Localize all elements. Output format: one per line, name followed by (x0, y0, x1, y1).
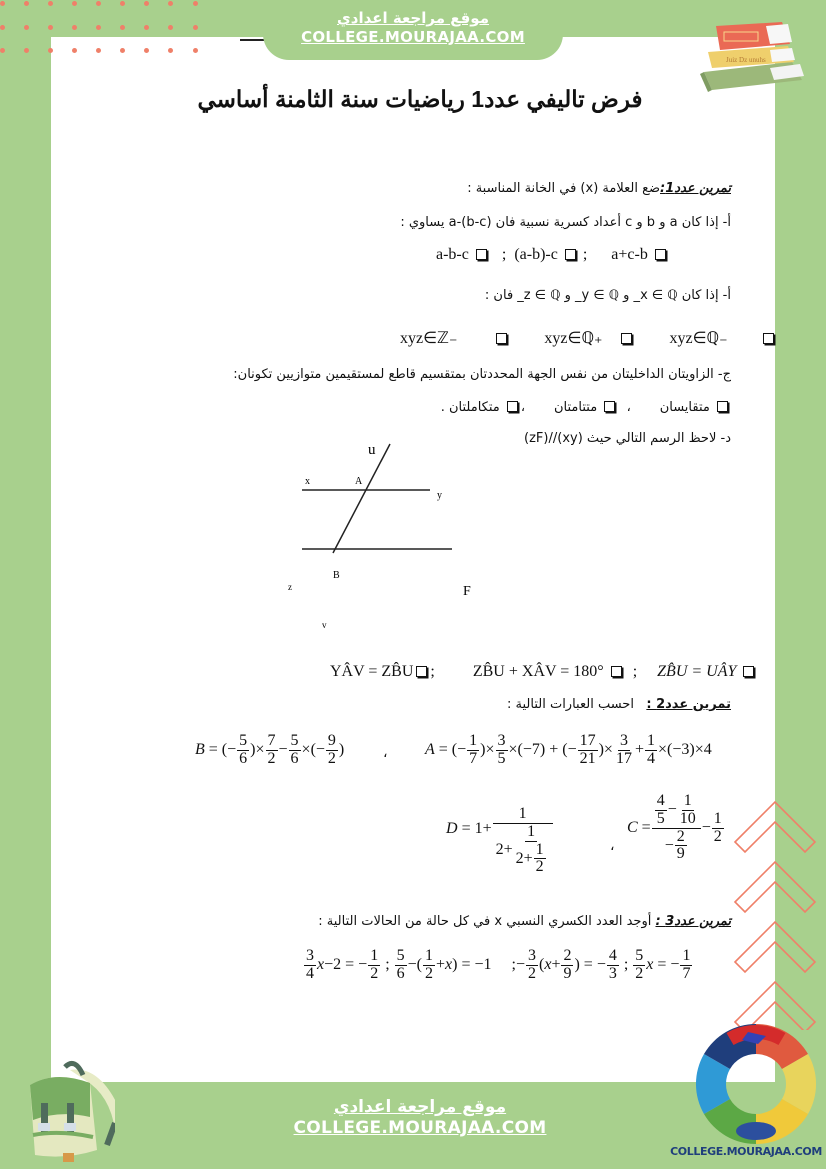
exercise1-label: تمرين عدد1: (660, 181, 731, 196)
expression-C: C = $\frac{4}{5}$ − $\frac{1}{10}$ − $\frac{2}{9}$ − $\frac{1}{2}$ (627, 792, 722, 863)
footer-site-name[interactable]: موقع مراجعة اعدادي (333, 1097, 507, 1117)
option-a3-label: a+c-b (611, 246, 648, 263)
label-z: z (288, 582, 292, 592)
option-c3-label: متكاملتان . (440, 400, 500, 415)
checkbox-a1[interactable] (476, 249, 487, 260)
checkbox-c3[interactable] (507, 401, 518, 412)
checkbox-c2[interactable] (604, 401, 615, 412)
chevron-up-decoration-icon (730, 790, 820, 1030)
exercise1-a-options: a-b-c ; (a-b)-c ; a+c-b (436, 246, 669, 264)
exercise1-d-text: د- لاحظ الرسم التالي حيث (xy)//(zF) (524, 431, 731, 446)
label-A: A (355, 476, 363, 487)
education-badge-icon (694, 1022, 818, 1146)
option-b3-label: xyz∈ℚ₋ (669, 330, 728, 347)
backpack-icon (15, 1055, 115, 1165)
footer-site-url[interactable]: COLLEGE.MOURAJAA.COM (293, 1118, 547, 1138)
expression-A: A = (− $\frac{1}{7}$ )× $\frac{3}{5}$ ×(−7) + (− $\frac{17}{21}$ )× $\frac{3}{17}$ + $\frac{1}{4}$ ×(−3)×4 (425, 732, 712, 767)
equation-1: $\frac{3}{4}$ x−2 = − $\frac{1}{2}$ (306, 947, 379, 982)
exercise1-b-text: أ- إذا كان x ∈ ℚ_ و y ∈ ℚ_ و z ∈ ℚ_ فان : (484, 288, 731, 303)
separator-comma-2: ، (610, 839, 615, 854)
checkbox-b2[interactable] (621, 333, 632, 344)
header-site-url[interactable]: COLLEGE.MOURAJAA.COM (301, 28, 525, 46)
checkbox-b3[interactable] (763, 333, 774, 344)
exercise3-equations: $\frac{3}{4}$ x−2 = − $\frac{1}{2}$ ; $\frac{5}{6}$ −( $\frac{1}{2}$ +x) = −1 ;− $\frac{3}{2}$ (x+ $\frac{2}{9}$ ) = − $\frac{4}{3}$ ; $\frac{5}{2}$ x = − $\frac{1}{7}$ (303, 948, 693, 983)
exercise1-instruction: ضع العلامة (x) في الخانة المناسبة : (467, 181, 661, 196)
option-b1-label: xyz∈ℤ₋ (400, 330, 458, 347)
option-a2-label: (a-b)-c (514, 246, 558, 263)
checkbox-d1[interactable] (416, 666, 427, 677)
checkbox-c1[interactable] (717, 401, 728, 412)
exercise2-header (171, 697, 731, 712)
expression-B: B = (− $\frac{5}{6}$ )× $\frac{7}{2}$ − $\frac{5}{6}$ ×(− $\frac{9}{2}$ ) (195, 732, 345, 767)
option-a1-label: a-b-c (436, 246, 469, 263)
header-rule (240, 39, 264, 41)
checkbox-d2[interactable] (611, 666, 622, 677)
option-d3-label: ZB̂U = UÂY (657, 663, 737, 680)
parallel-lines-diagram (280, 430, 540, 640)
footer-banner[interactable] (265, 1082, 575, 1169)
header-banner[interactable] (263, 0, 563, 60)
exercise1-b-options (400, 328, 777, 348)
badge-url[interactable]: COLLEGE.MOURAJAA.COM (670, 1145, 822, 1158)
exercise1-c-text: ج- الزاويتان الداخليتان من نفس الجهة المحددتان بمتقسيم قاطع لمستقيمين متوازيين تكونان: (233, 367, 731, 382)
exercise1-a-text: أ- إذا كان a و b و c أعداد كسرية نسبية فان a-(b-c) يساوي : (400, 215, 731, 230)
exercise2-label: تمرين عدد2 : (646, 697, 731, 712)
checkbox-a3[interactable] (655, 249, 666, 260)
option-c2-label: متتامتان (554, 400, 598, 415)
equation-4: $\frac{5}{2}$ x = − $\frac{1}{7}$ (635, 947, 691, 982)
separator-comma-1: ، (383, 746, 388, 761)
expression-D: D = 1+ 1 2+ 1 2+ $\frac{1}{2}$ (446, 806, 554, 876)
label-u: u (368, 442, 376, 458)
label-F: F (463, 584, 471, 599)
exercise2-instruction: احسب العبارات التالية : (507, 697, 634, 712)
exercise1-c-options: متقايسان ، متتامتان ، متكاملتان . (171, 400, 731, 415)
exercise3-label: تمرين عدد3 : (655, 914, 731, 929)
page-title: فرض تاليفي عدد1 رياضيات سنة الثامنة أساسي (197, 86, 643, 112)
checkbox-a2[interactable] (565, 249, 576, 260)
header-site-name[interactable]: موقع مراجعة اعدادي (337, 9, 489, 27)
decorative-dots (0, 0, 200, 52)
equation-3: − $\frac{3}{2}$ (x+ $\frac{2}{9}$ ) = − $\frac{4}{3}$ (515, 947, 617, 982)
exercise3-header (171, 914, 731, 929)
option-d2-label: ZB̂U + XÂV = 180° (472, 663, 604, 680)
checkbox-b1[interactable] (496, 333, 507, 344)
books-icon (692, 10, 810, 94)
label-y: y (437, 490, 442, 501)
checkbox-d3[interactable] (743, 666, 754, 677)
option-b2-label: xyz∈ℚ₊ (544, 330, 603, 347)
svg-text:Juiz Dz unuhs: Juiz Dz unuhs (726, 56, 766, 64)
exercise1-d-options: YÂV = ZB̂U ; ZB̂U + XÂV = 180° ; ZB̂U = UÂY (330, 663, 757, 681)
label-v: v (322, 620, 327, 630)
label-B: B (333, 570, 340, 581)
exercise3-instruction: أوجد العدد الكسري النسبي x في كل حالة من الحالات التالية : (318, 914, 652, 929)
option-c1-label: متقايسان (659, 400, 710, 415)
label-x: x (305, 476, 310, 487)
exercise1-header (171, 181, 731, 196)
equation-2: $\frac{5}{6}$ −( $\frac{1}{2}$ +x) = −1 (396, 947, 492, 982)
option-d1-label: YÂV = ZB̂U (330, 663, 414, 680)
